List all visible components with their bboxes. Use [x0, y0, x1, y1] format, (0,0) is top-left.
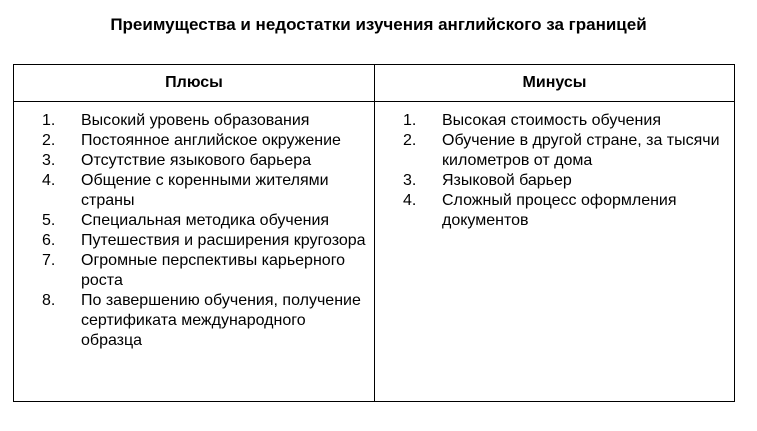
- list-item-text: Высокая стоимость обучения: [442, 112, 661, 129]
- list-item-number: 1.: [403, 112, 417, 129]
- list-item-number: 2.: [403, 132, 417, 149]
- list-item-text: Специальная методика обучения: [81, 212, 330, 229]
- cons-list: [375, 102, 734, 231]
- list-item: [14, 151, 374, 171]
- list-item: [375, 191, 734, 231]
- list-item-number: 3.: [403, 172, 417, 189]
- table-header-row: [14, 65, 735, 102]
- list-item-number: 3.: [42, 152, 56, 169]
- list-item-number: 2.: [42, 132, 56, 149]
- cons-cell: [375, 102, 735, 402]
- pros-header: Плюсы: [14, 65, 375, 102]
- list-item: [14, 131, 374, 151]
- pros-list: [14, 102, 374, 351]
- list-item-number: 4.: [403, 192, 417, 209]
- list-item-number: 1.: [42, 112, 56, 129]
- list-item-text: Постоянное английское окружение: [81, 132, 341, 149]
- list-item-text: Обучение в другой стране, за тысячи километров от дома: [442, 132, 720, 169]
- pros-cons-table: [13, 64, 735, 402]
- list-item-number: 4.: [42, 172, 56, 189]
- list-item-text: Общение с коренными жителями страны: [81, 172, 329, 209]
- list-item: [14, 251, 374, 291]
- list-item: [375, 111, 734, 131]
- list-item: [375, 171, 734, 191]
- list-item-text: Языковой барьер: [442, 172, 572, 189]
- list-item-number: 5.: [42, 212, 56, 229]
- cons-header: Минусы: [375, 65, 735, 102]
- list-item-text: Сложный процесс оформления документов: [442, 192, 677, 229]
- list-item-number: 7.: [42, 252, 56, 269]
- list-item: [14, 171, 374, 211]
- list-item-text: По завершению обучения, получение сертификата международного образца: [81, 292, 361, 349]
- list-item: [14, 291, 374, 351]
- list-item-text: Путешествия и расширения кругозора: [81, 232, 366, 249]
- pros-cell: [14, 102, 375, 402]
- list-item: [375, 131, 734, 171]
- list-item: [14, 211, 374, 231]
- table-body-row: [14, 102, 735, 402]
- list-item: [14, 231, 374, 251]
- list-item-number: 6.: [42, 232, 56, 249]
- list-item-text: Огромные перспективы карьерного роста: [81, 252, 346, 289]
- list-item-number: 8.: [42, 292, 56, 309]
- list-item-text: Отсутствие языкового барьера: [81, 152, 312, 169]
- list-item: [14, 111, 374, 131]
- list-item-text: Высокий уровень образования: [81, 112, 310, 129]
- page-title: Преимущества и недостатки изучения английского за границей: [110, 15, 647, 34]
